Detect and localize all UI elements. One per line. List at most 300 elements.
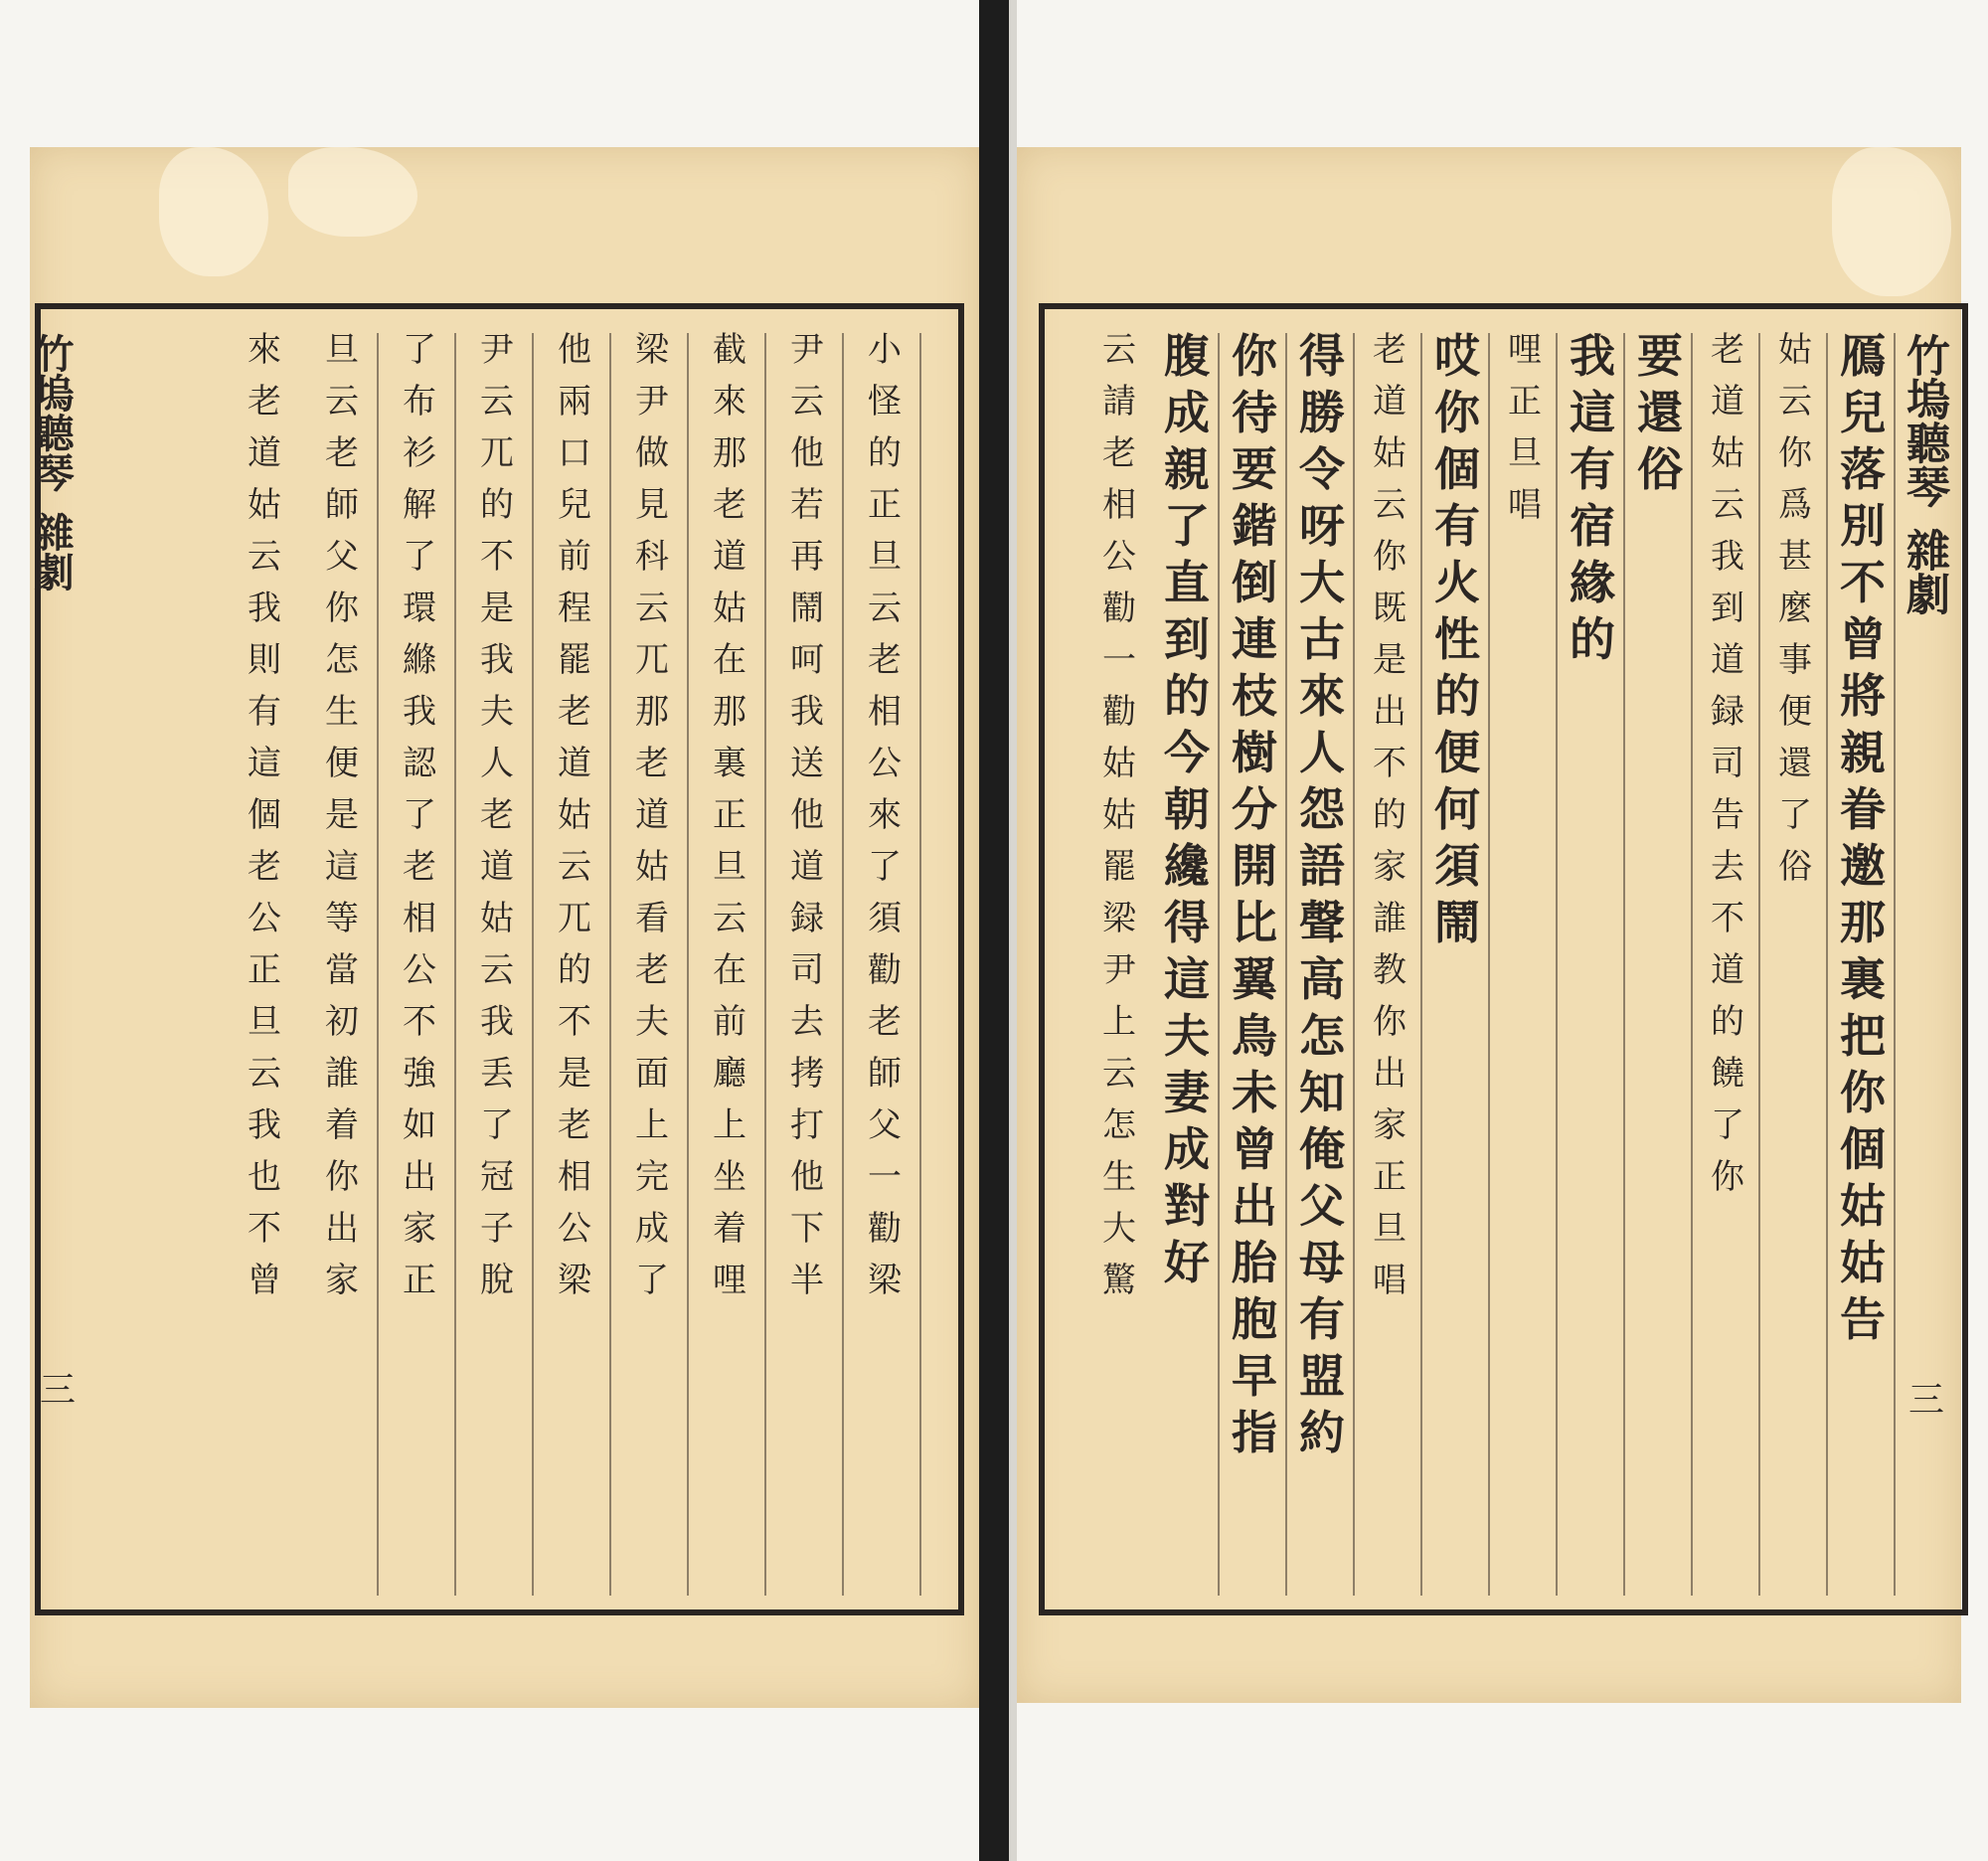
book-gutter [979, 0, 1009, 1861]
glyph: 怎 [325, 640, 359, 680]
glyph: 你 [1778, 433, 1812, 473]
glyph: 道 [558, 744, 591, 783]
glyph: 驚 [1102, 1261, 1136, 1300]
glyph: 云 [248, 537, 281, 577]
glyph: 道 [713, 537, 746, 577]
glyph: 上 [635, 1105, 669, 1145]
glyph: 如 [403, 1105, 436, 1145]
glyph: 來 [248, 330, 281, 370]
glyph: 尹 [480, 330, 514, 370]
glyph: 不 [1840, 556, 1886, 609]
glyph: 姑 [713, 589, 746, 628]
glyph: 去 [1711, 847, 1744, 887]
glyph: 俗 [1637, 442, 1683, 496]
glyph: 落 [1840, 442, 1886, 496]
glyph: 鍇 [1232, 499, 1277, 553]
glyph: 科 [635, 537, 669, 577]
glyph: 我 [790, 692, 824, 732]
glyph: 老 [635, 744, 669, 783]
glyph: 老 [248, 382, 281, 422]
glyph: 你 [1232, 329, 1277, 383]
glyph: 的 [1373, 795, 1407, 835]
glyph: 這 [248, 744, 281, 783]
glyph: 公 [248, 899, 281, 938]
glyph: 公 [403, 950, 436, 990]
glyph: 拷 [790, 1054, 824, 1094]
glyph: 這 [325, 847, 359, 887]
glyph: 將 [1840, 669, 1886, 723]
glyph: 出 [1232, 1179, 1277, 1233]
glyph: 麼 [1778, 589, 1812, 628]
glyph: 了 [403, 330, 436, 370]
glyph: 當 [325, 950, 359, 990]
glyph: 個 [1840, 1122, 1886, 1176]
header-section: 雜劇 [1899, 528, 1949, 615]
glyph: 不 [248, 1209, 281, 1249]
glyph: 這 [1570, 386, 1615, 439]
glyph: 成 [635, 1209, 669, 1249]
text-column [1764, 330, 1828, 1596]
glyph: 來 [713, 382, 746, 422]
glyph: 云 [248, 1054, 281, 1094]
glyph: 了 [403, 537, 436, 577]
glyph: 教 [1373, 950, 1407, 990]
glyph: 哎 [1434, 329, 1480, 383]
glyph: 姑 [480, 899, 514, 938]
glyph: 甚 [1778, 537, 1812, 577]
glyph: 這 [1164, 952, 1210, 1006]
text-column [230, 330, 299, 1596]
text-column [307, 330, 379, 1596]
glyph: 梁 [635, 330, 669, 370]
glyph: 未 [1232, 1066, 1277, 1119]
glyph: 好 [1164, 1236, 1210, 1289]
glyph: 怎 [1102, 1105, 1136, 1145]
glyph: 云 [480, 950, 514, 990]
glyph: 我 [248, 1105, 281, 1145]
glyph: 道 [1711, 640, 1744, 680]
glyph: 上 [713, 1105, 746, 1145]
glyph: 個 [1434, 442, 1480, 496]
glyph: 打 [790, 1105, 824, 1145]
glyph: 云 [1778, 382, 1812, 422]
glyph: 待 [1232, 386, 1277, 439]
glyph: 倒 [1232, 556, 1277, 609]
glyph: 你 [1373, 537, 1407, 577]
glyph: 正 [868, 485, 902, 525]
glyph: 老 [1102, 433, 1136, 473]
glyph: 姑 [558, 795, 591, 835]
glyph: 那 [713, 692, 746, 732]
glyph: 老 [868, 1002, 902, 1042]
text-column [695, 330, 766, 1596]
glyph: 前 [713, 1002, 746, 1042]
glyph: 夫 [1164, 1009, 1210, 1063]
glyph: 他 [790, 433, 824, 473]
glyph: 緣 [1570, 556, 1615, 609]
glyph: 我 [248, 589, 281, 628]
glyph: 云 [558, 847, 591, 887]
glyph: 有 [1434, 499, 1480, 553]
glyph: 再 [790, 537, 824, 577]
right-page-header [1899, 333, 1955, 615]
glyph: 饒 [1711, 1054, 1744, 1094]
glyph: 他 [558, 330, 591, 370]
glyph: 了 [1164, 499, 1210, 553]
glyph: 道 [1373, 382, 1407, 422]
glyph: 我 [1570, 329, 1615, 383]
left-page-header [28, 333, 80, 592]
text-column [540, 330, 611, 1596]
glyph: 成 [1164, 1122, 1210, 1176]
glyph: 衫 [403, 433, 436, 473]
glyph: 小 [868, 330, 902, 370]
glyph: 司 [1711, 744, 1744, 783]
glyph: 盟 [1299, 1349, 1345, 1403]
glyph: 俺 [1299, 1122, 1345, 1176]
text-column [850, 330, 921, 1596]
glyph: 纔 [1164, 839, 1210, 893]
glyph: 旦 [248, 1002, 281, 1042]
glyph: 尹 [1102, 950, 1136, 990]
glyph: 兀 [558, 899, 591, 938]
glyph: 相 [1102, 485, 1136, 525]
glyph: 開 [1232, 839, 1277, 893]
glyph: 着 [713, 1209, 746, 1249]
glyph: 曾 [1232, 1122, 1277, 1176]
glyph: 家 [1373, 1105, 1407, 1145]
glyph: 坐 [713, 1157, 746, 1197]
glyph: 你 [1711, 1157, 1744, 1197]
glyph: 勸 [868, 1209, 902, 1249]
glyph: 古 [1299, 612, 1345, 666]
glyph: 老 [248, 847, 281, 887]
glyph: 指 [1232, 1406, 1277, 1459]
glyph: 是 [558, 1054, 591, 1094]
glyph: 的 [558, 950, 591, 990]
glyph: 見 [635, 485, 669, 525]
glyph: 兀 [635, 640, 669, 680]
glyph: 旦 [713, 847, 746, 887]
glyph: 脫 [480, 1261, 514, 1300]
glyph: 妻 [1164, 1066, 1210, 1119]
glyph: 腹 [1164, 329, 1210, 383]
glyph: 云 [1373, 485, 1407, 525]
text-column [385, 330, 456, 1596]
glyph: 告 [1711, 795, 1744, 835]
glyph: 云 [868, 589, 902, 628]
glyph: 曾 [1840, 612, 1886, 666]
glyph: 云 [480, 382, 514, 422]
glyph: 事 [1778, 640, 1812, 680]
glyph: 勸 [1102, 589, 1136, 628]
glyph: 還 [1778, 744, 1812, 783]
glyph: 正 [713, 795, 746, 835]
glyph: 直 [1164, 556, 1210, 609]
glyph: 胎 [1232, 1236, 1277, 1289]
text-column [1629, 329, 1693, 1596]
glyph: 怨 [1299, 782, 1345, 836]
glyph: 親 [1164, 442, 1210, 496]
glyph: 丢 [480, 1054, 514, 1094]
glyph: 梁 [868, 1261, 902, 1300]
glyph: 是 [1373, 640, 1407, 680]
glyph: 生 [1102, 1157, 1136, 1197]
glyph: 司 [790, 950, 824, 990]
header-title: 竹塢聽琴 [1899, 333, 1949, 508]
glyph: 鬧 [790, 589, 824, 628]
page-edge [1009, 0, 1017, 1861]
glyph: 聲 [1299, 896, 1345, 949]
glyph: 云 [325, 382, 359, 422]
glyph: 相 [558, 1157, 591, 1197]
glyph: 罷 [558, 640, 591, 680]
glyph: 我 [403, 692, 436, 732]
glyph: 勸 [1102, 692, 1136, 732]
glyph: 分 [1232, 782, 1277, 836]
glyph: 看 [635, 899, 669, 938]
glyph: 了 [868, 847, 902, 887]
text-column [1562, 329, 1625, 1596]
glyph: 兒 [1840, 386, 1886, 439]
glyph: 着 [325, 1105, 359, 1145]
glyph: 人 [1299, 726, 1345, 779]
glyph: 比 [1232, 896, 1277, 949]
glyph: 個 [248, 795, 281, 835]
glyph: 把 [1840, 1009, 1886, 1063]
glyph: 我 [480, 640, 514, 680]
glyph: 有 [248, 692, 281, 732]
glyph: 便 [1434, 726, 1480, 779]
glyph: 冠 [480, 1157, 514, 1197]
glyph: 家 [403, 1209, 436, 1249]
glyph: 鴈 [1840, 329, 1886, 383]
glyph: 老 [1373, 330, 1407, 370]
glyph: 一 [1102, 640, 1136, 680]
glyph: 裏 [1840, 952, 1886, 1006]
glyph: 相 [868, 692, 902, 732]
glyph: 哩 [1508, 330, 1542, 370]
glyph: 父 [1299, 1179, 1345, 1233]
glyph: 呀 [1299, 499, 1345, 553]
glyph: 前 [558, 537, 591, 577]
glyph: 知 [1299, 1066, 1345, 1119]
glyph: 老 [325, 433, 359, 473]
glyph: 姑 [635, 847, 669, 887]
glyph: 須 [1434, 839, 1480, 893]
glyph: 既 [1373, 589, 1407, 628]
glyph: 你 [325, 589, 359, 628]
glyph: 令 [1299, 442, 1345, 496]
glyph: 出 [325, 1209, 359, 1249]
glyph: 録 [790, 899, 824, 938]
glyph: 便 [1778, 692, 1812, 732]
glyph: 的 [868, 433, 902, 473]
glyph: 要 [1232, 442, 1277, 496]
glyph: 母 [1299, 1236, 1345, 1289]
glyph: 的 [1434, 669, 1480, 723]
glyph: 相 [403, 899, 436, 938]
glyph: 他 [790, 1157, 824, 1197]
glyph: 的 [1711, 1002, 1744, 1042]
glyph: 宿 [1570, 499, 1615, 553]
glyph: 家 [1373, 847, 1407, 887]
glyph: 道 [248, 433, 281, 473]
glyph: 云 [1102, 1054, 1136, 1094]
text-column [1359, 330, 1422, 1596]
text-column [462, 330, 534, 1596]
glyph: 去 [790, 1002, 824, 1042]
glyph: 面 [635, 1054, 669, 1094]
glyph: 尹 [635, 382, 669, 422]
glyph: 夫 [480, 692, 514, 732]
glyph: 正 [403, 1261, 436, 1300]
glyph: 正 [1508, 382, 1542, 422]
glyph: 旦 [325, 330, 359, 370]
glyph: 梁 [1102, 899, 1136, 938]
glyph: 父 [325, 537, 359, 577]
glyph: 解 [403, 485, 436, 525]
glyph: 得 [1164, 896, 1210, 949]
glyph: 了 [1711, 1105, 1744, 1145]
glyph: 出 [1373, 1054, 1407, 1094]
glyph: 勸 [868, 950, 902, 990]
glyph: 録 [1711, 692, 1744, 732]
glyph: 梁 [558, 1261, 591, 1300]
water-stain [1832, 147, 1951, 296]
glyph: 呵 [790, 640, 824, 680]
glyph: 老 [480, 795, 514, 835]
glyph: 兀 [480, 433, 514, 473]
glyph: 則 [248, 640, 281, 680]
glyph: 上 [1102, 1002, 1136, 1042]
glyph: 來 [1299, 669, 1345, 723]
text-column [1494, 330, 1558, 1596]
glyph: 怎 [1299, 1009, 1345, 1063]
glyph: 邀 [1840, 839, 1886, 893]
glyph: 尹 [790, 330, 824, 370]
glyph: 老 [713, 485, 746, 525]
glyph: 師 [868, 1054, 902, 1094]
glyph: 爲 [1778, 485, 1812, 525]
glyph: 若 [790, 485, 824, 525]
glyph: 火 [1434, 556, 1480, 609]
glyph: 了 [480, 1105, 514, 1145]
glyph: 不 [403, 1002, 436, 1042]
glyph: 到 [1711, 589, 1744, 628]
glyph: 大 [1102, 1209, 1136, 1249]
water-stain [159, 147, 268, 276]
glyph: 那 [1840, 896, 1886, 949]
glyph: 強 [403, 1054, 436, 1094]
glyph: 翼 [1232, 952, 1277, 1006]
glyph: 須 [868, 899, 902, 938]
glyph: 姑 [1711, 433, 1744, 473]
glyph: 是 [325, 795, 359, 835]
glyph: 我 [480, 1002, 514, 1042]
glyph: 做 [635, 433, 669, 473]
glyph: 罷 [1102, 847, 1136, 887]
glyph: 人 [480, 744, 514, 783]
glyph: 在 [713, 640, 746, 680]
glyph: 怪 [868, 382, 902, 422]
glyph: 鳥 [1232, 1009, 1277, 1063]
glyph: 道 [1711, 950, 1744, 990]
text-column [1088, 330, 1150, 1596]
glyph: 半 [790, 1261, 824, 1300]
glyph: 云 [790, 382, 824, 422]
glyph: 老 [558, 1105, 591, 1145]
glyph: 有 [1299, 1292, 1345, 1346]
glyph: 程 [558, 589, 591, 628]
glyph: 夫 [635, 1002, 669, 1042]
glyph: 道 [790, 847, 824, 887]
glyph: 兒 [558, 485, 591, 525]
text-column [1697, 330, 1760, 1596]
glyph: 初 [325, 1002, 359, 1042]
text-column [1291, 329, 1355, 1596]
glyph: 的 [1570, 612, 1615, 666]
glyph: 眷 [1840, 782, 1886, 836]
glyph: 老 [403, 847, 436, 887]
glyph: 等 [325, 899, 359, 938]
glyph: 老 [558, 692, 591, 732]
glyph: 道 [480, 847, 514, 887]
glyph: 姑 [248, 485, 281, 525]
glyph: 姑 [1840, 1236, 1886, 1289]
glyph: 你 [1840, 1066, 1886, 1119]
glyph: 勝 [1299, 386, 1345, 439]
glyph: 性 [1434, 612, 1480, 666]
glyph: 正 [1373, 1157, 1407, 1197]
glyph: 得 [1299, 329, 1345, 383]
glyph: 請 [1102, 382, 1136, 422]
glyph: 公 [868, 744, 902, 783]
glyph: 今 [1164, 726, 1210, 779]
glyph: 家 [325, 1261, 359, 1300]
glyph: 連 [1232, 612, 1277, 666]
glyph: 云 [1711, 485, 1744, 525]
glyph: 也 [248, 1157, 281, 1197]
glyph: 截 [713, 330, 746, 370]
glyph: 旦 [1373, 1209, 1407, 1249]
glyph: 他 [790, 795, 824, 835]
glyph: 鬧 [1434, 896, 1480, 949]
glyph: 樹 [1232, 726, 1277, 779]
glyph: 你 [325, 1157, 359, 1197]
text-column [772, 330, 844, 1596]
glyph: 公 [1102, 537, 1136, 577]
glyph: 誰 [1373, 899, 1407, 938]
glyph: 父 [868, 1105, 902, 1145]
glyph: 別 [1840, 499, 1886, 553]
glyph: 口 [558, 433, 591, 473]
text-column [1426, 329, 1490, 1596]
glyph: 不 [480, 537, 514, 577]
glyph: 不 [558, 1002, 591, 1042]
glyph: 枝 [1232, 669, 1277, 723]
glyph: 道 [635, 795, 669, 835]
glyph: 完 [635, 1157, 669, 1197]
glyph: 我 [1711, 537, 1744, 577]
glyph: 便 [325, 744, 359, 783]
glyph: 云 [713, 899, 746, 938]
glyph: 哩 [713, 1261, 746, 1300]
glyph: 那 [713, 433, 746, 473]
glyph: 的 [1164, 669, 1210, 723]
glyph: 送 [790, 744, 824, 783]
glyph: 還 [1637, 386, 1683, 439]
